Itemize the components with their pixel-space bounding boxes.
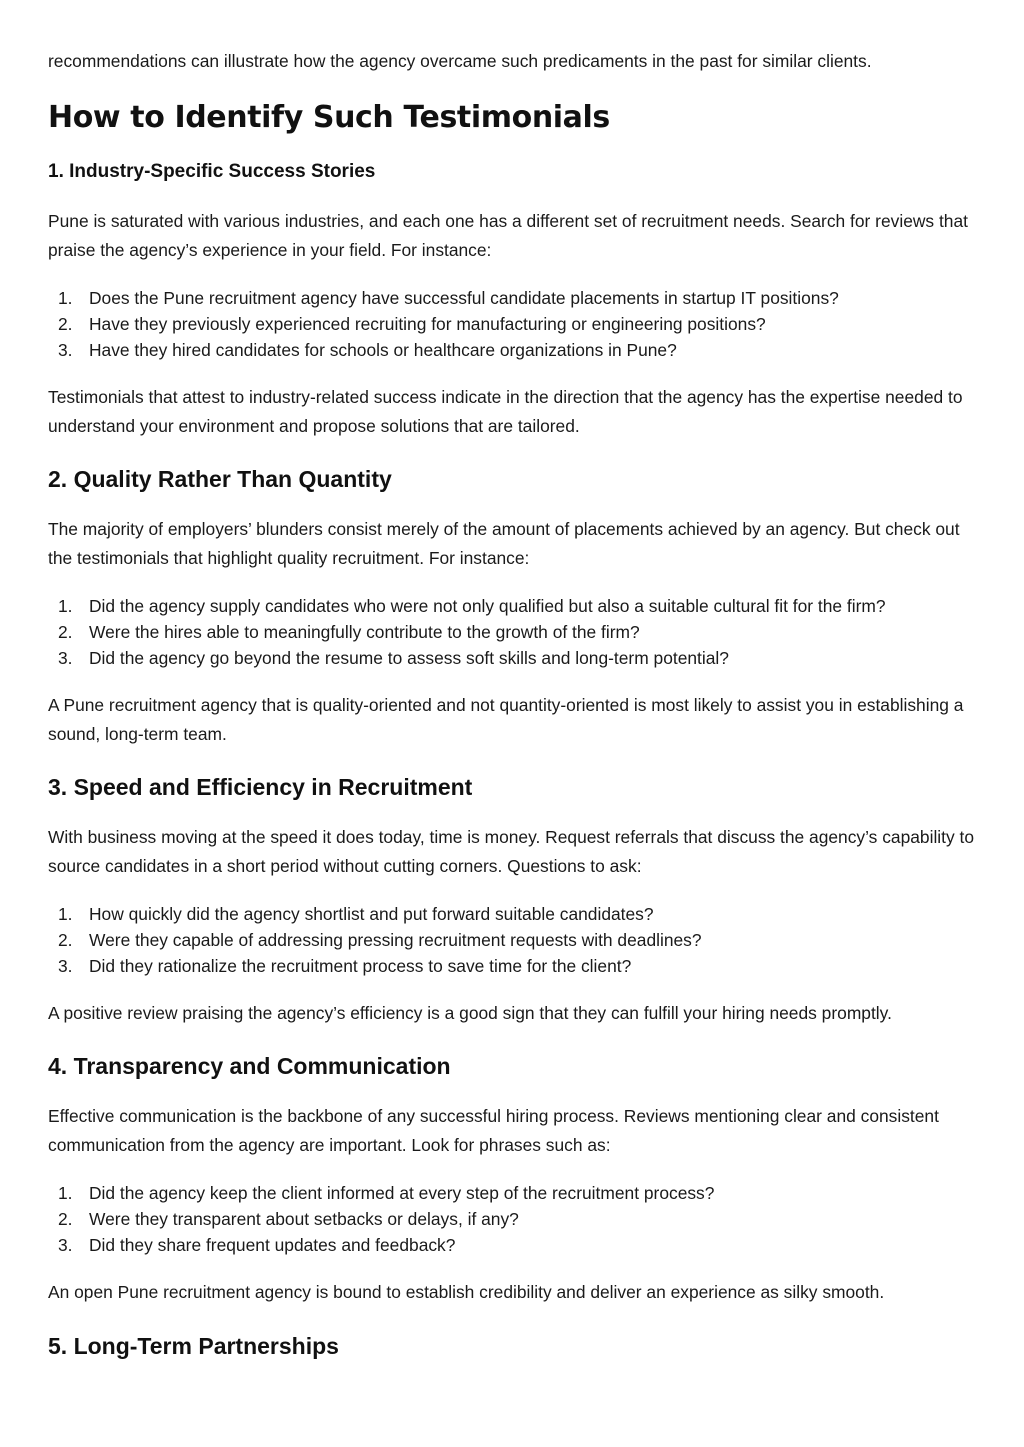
list-item	[48, 901, 978, 927]
list-item	[48, 311, 978, 337]
question-list	[48, 901, 978, 979]
lead-paragraph: recommendations can illustrate how the agency overcame such predicaments in the past for similar clients.	[48, 51, 872, 71]
list-item-text: Were they capable of addressing pressing recruitment requests with deadlines?	[89, 930, 702, 950]
list-number: 1.	[58, 1183, 73, 1203]
list-item	[48, 645, 978, 671]
section-intro-paragraph: With business moving at the speed it does today, time is money. Request referrals that discuss the agency’s capability to source candidates in a short period without cutting corners. Questions to ask:	[48, 827, 975, 876]
section-intro-paragraph: Effective communication is the backbone of any successful hiring process. Reviews mentioning clear and consistent communication from the agency are important. Look for phrases such as:	[48, 1106, 939, 1155]
list-item-text: Did the agency keep the client informed at every step of the recruitment process?	[89, 1183, 715, 1203]
list-item	[48, 953, 978, 979]
list-item	[48, 337, 978, 363]
list-item-text: How quickly did the agency shortlist and put forward suitable candidates?	[89, 904, 654, 924]
list-item-text: Have they previously experienced recruiting for manufacturing or engineering positions?	[89, 314, 766, 334]
list-number: 3.	[58, 956, 73, 976]
list-number: 3.	[58, 340, 73, 360]
list-item-text: Did the agency go beyond the resume to assess soft skills and long-term potential?	[89, 648, 729, 668]
list-item	[48, 593, 978, 619]
list-number: 2.	[58, 930, 73, 950]
section-conclusion-paragraph: Testimonials that attest to industry-related success indicate in the direction that the agency has the expertise needed to understand your environment and propose solutions that are tailored.	[48, 387, 963, 436]
list-item-text: Did they rationalize the recruitment process to save time for the client?	[89, 956, 632, 976]
section-heading: 5. Long-Term Partnerships	[48, 1333, 339, 1359]
section-conclusion-paragraph: A Pune recruitment agency that is quality-oriented and not quantity-oriented is most likely to assist you in establishing a sound, long-term team.	[48, 695, 964, 744]
list-number: 1.	[58, 288, 73, 308]
page-title: How to Identify Such Testimonials	[48, 100, 610, 135]
list-number: 3.	[58, 648, 73, 668]
list-item-text: Were the hires able to meaningfully contribute to the growth of the firm?	[89, 622, 640, 642]
list-item-text: Did the agency supply candidates who were not only qualified but also a suitable cultural fit for the firm?	[89, 596, 886, 616]
section-heading: 2. Quality Rather Than Quantity	[48, 466, 392, 492]
question-list	[48, 593, 978, 671]
list-item	[48, 285, 978, 311]
list-item-text: Does the Pune recruitment agency have successful candidate placements in startup IT positions?	[89, 288, 839, 308]
list-number: 3.	[58, 1235, 73, 1255]
list-number: 2.	[58, 1209, 73, 1229]
list-number: 2.	[58, 314, 73, 334]
section-long-term-partnerships	[48, 1331, 978, 1361]
section-heading: 4. Transparency and Communication	[48, 1053, 451, 1079]
section-intro-paragraph: Pune is saturated with various industries, and each one has a different set of recruitment needs. Search for reviews that praise the agency’s experience in your field. For instance:	[48, 211, 968, 260]
list-item-text: Were they transparent about setbacks or delays, if any?	[89, 1209, 519, 1229]
section-conclusion-paragraph: A positive review praising the agency’s efficiency is a good sign that they can fulfill your hiring needs promptly.	[48, 1003, 892, 1023]
section-intro-paragraph: The majority of employers’ blunders consist merely of the amount of placements achieved by an agency. But check out the testimonials that highlight quality recruitment. For instance:	[48, 519, 960, 568]
list-item-text: Have they hired candidates for schools or healthcare organizations in Pune?	[89, 340, 677, 360]
question-list	[48, 1180, 978, 1258]
list-item	[48, 1206, 978, 1232]
list-item	[48, 1180, 978, 1206]
question-list	[48, 285, 978, 363]
section-heading: 3. Speed and Efficiency in Recruitment	[48, 774, 473, 800]
section-industry-success	[48, 160, 978, 441]
section-speed-efficiency	[48, 772, 978, 1028]
section-transparency-communication	[48, 1051, 978, 1307]
list-item	[48, 927, 978, 953]
list-number: 2.	[58, 622, 73, 642]
list-item	[48, 619, 978, 645]
list-item	[48, 1232, 978, 1258]
list-item-text: Did they share frequent updates and feedback?	[89, 1235, 456, 1255]
list-number: 1.	[58, 596, 73, 616]
list-number: 1.	[58, 904, 73, 924]
section-conclusion-paragraph: An open Pune recruitment agency is bound to establish credibility and deliver an experience as silky smooth.	[48, 1282, 885, 1302]
section-quality-over-quantity	[48, 464, 978, 749]
section-heading: 1. Industry-Specific Success Stories	[48, 161, 376, 182]
